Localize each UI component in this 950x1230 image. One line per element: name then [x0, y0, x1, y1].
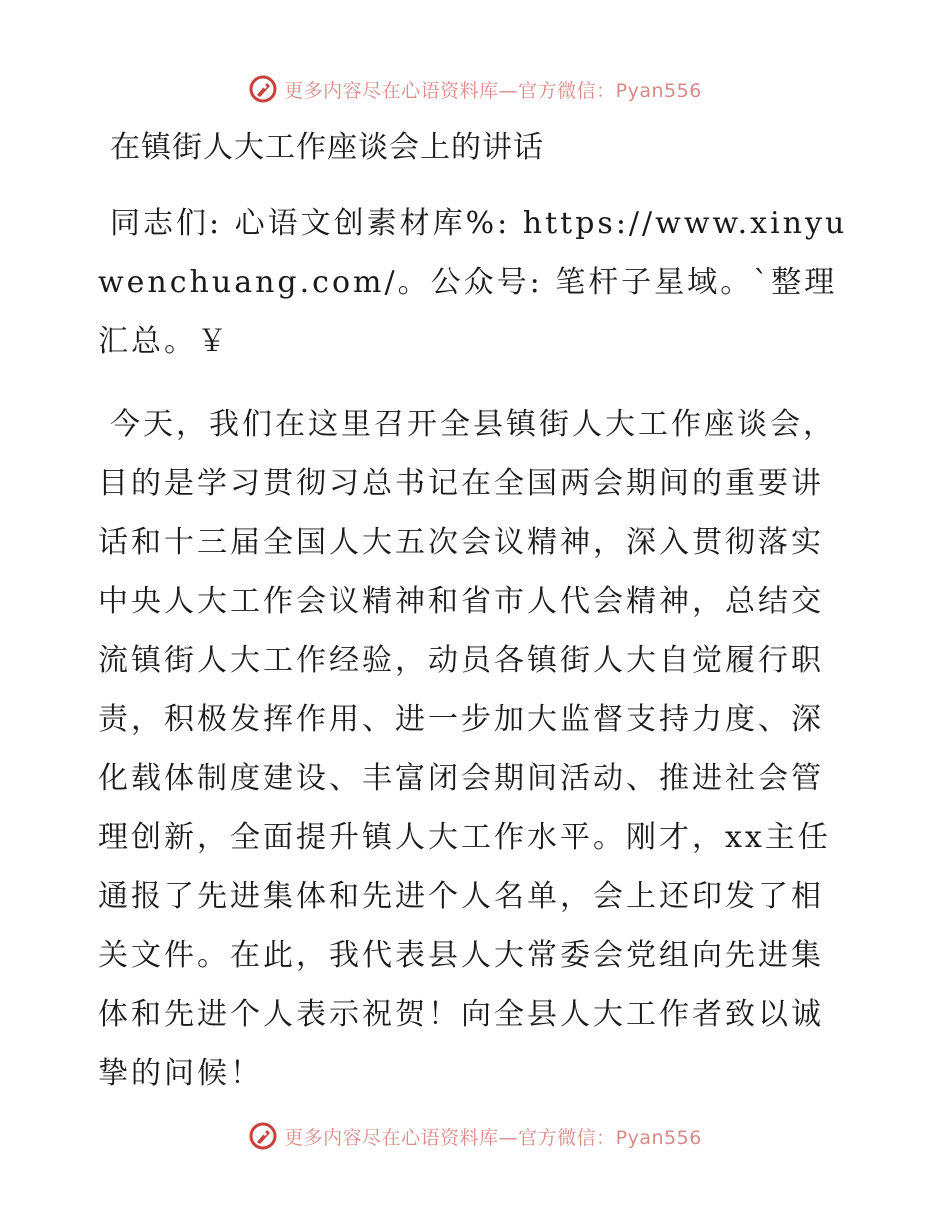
pen-nib-circle-icon: [248, 74, 278, 104]
document-body: [98, 122, 850, 1127]
footer-watermark: [0, 1121, 950, 1151]
document-title: 在镇街人大工作座谈会上的讲话: [110, 130, 544, 165]
paragraph-intro: 同志们: 心语文创素材库%: https://www.xinyuwenchuang.com/。公众号: 笔杆子星域。`整理汇总。￥: [98, 206, 848, 359]
watermark-text: 更多内容尽在心语资料库—官方微信：Pyan556: [284, 1126, 702, 1149]
header-watermark: [0, 74, 950, 104]
watermark-text: 更多内容尽在心语资料库—官方微信：Pyan556: [284, 79, 702, 102]
paragraph-main: 今天，我们在这里召开全县镇街人大工作座谈会，目的是学习贯彻习总书记在全国两会期间的重要讲话和十三届全国人大五次会议精神，深入贯彻落实中央人大工作会议精神和省市人代会精神，总结交流镇街人大工作经验，动员各镇街人大自觉履行职责，积极发挥作用、进一步加大监督支持力度、深化载体制度建设、丰富闭会期间活动、推进社会管理创新，全面提升镇人大工作水平。刚才，xx主任通报了先进集体和先进个人名单，会上还印发了相关文件。在此，我代表县人大常委会党组向先进集体和先进个人表示祝贺！向全县人大工作者致以诚挚的问候！: [98, 407, 836, 1091]
pen-nib-circle-icon: [248, 1121, 278, 1151]
